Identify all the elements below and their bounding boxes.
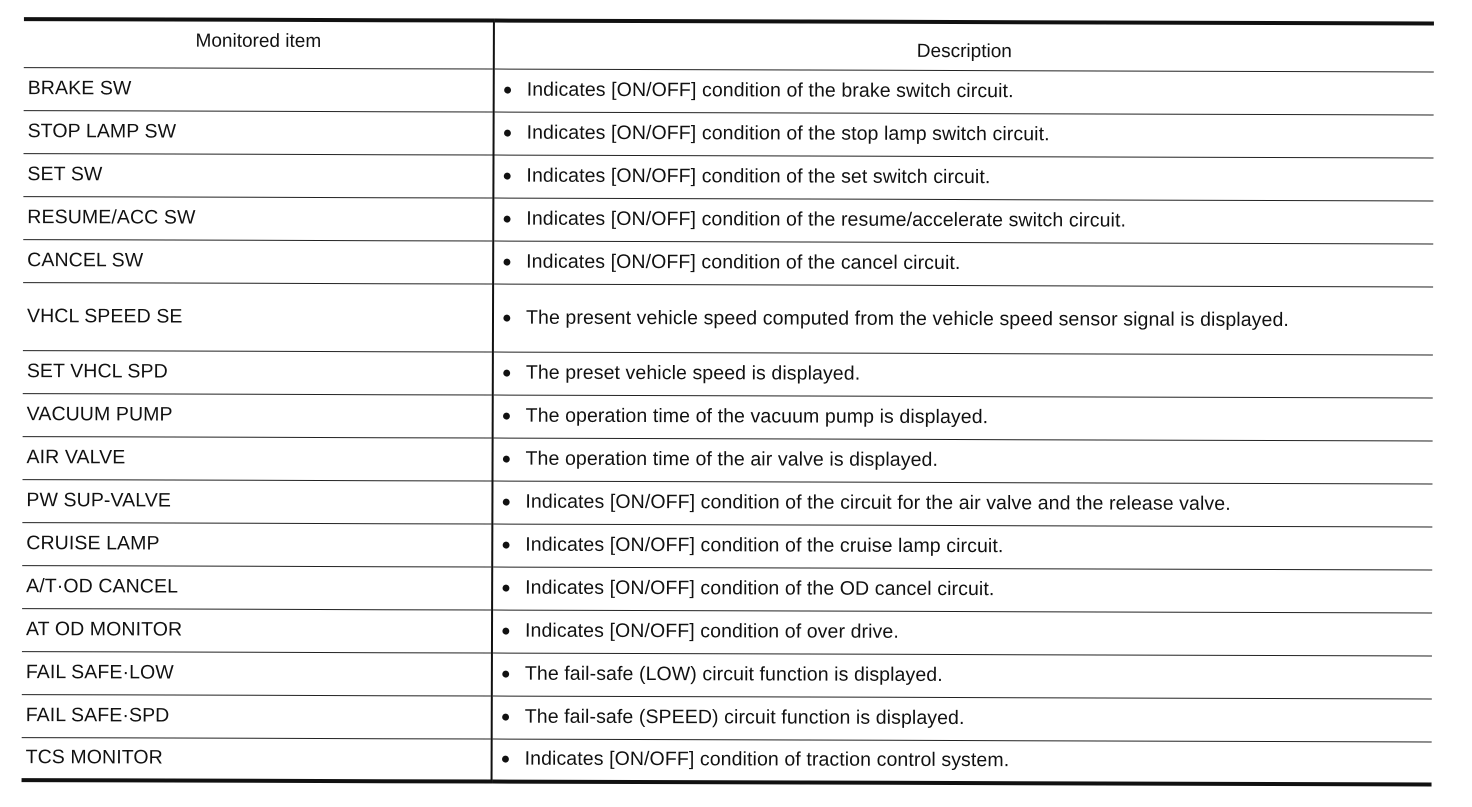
description-text: The preset vehicle speed is displayed. <box>525 361 861 385</box>
monitored-item-cell: FAIL SAFE·LOW <box>22 651 492 695</box>
table-row <box>22 522 1432 569</box>
monitored-item-cell: CANCEL SW <box>23 239 493 283</box>
description-text: Indicates [ON/OFF] condition of the stop lamp switch circuit. <box>526 121 1050 146</box>
monitored-item-cell: RESUME/ACC SW <box>23 196 493 240</box>
description-text: The present vehicle speed computed from the vehicle speed sensor signal is displayed. <box>525 306 1289 331</box>
description-text: Indicates [ON/OFF] condition of traction control system. <box>524 747 1010 772</box>
bullet-icon: ● <box>501 364 512 382</box>
table-row <box>22 651 1432 698</box>
table-row <box>24 67 1434 114</box>
table-row <box>22 565 1432 612</box>
bullet-icon: ● <box>500 750 511 768</box>
monitored-item-cell: BRAKE SW <box>24 67 494 111</box>
table-row <box>23 239 1433 286</box>
monitored-item-cell: PW SUP-VALVE <box>22 479 492 523</box>
monitored-item-cell: A/T·OD CANCEL <box>22 565 492 609</box>
description-text: The operation time of the air valve is displayed. <box>525 447 939 471</box>
table-row <box>22 694 1432 741</box>
monitored-item-cell: TCS MONITOR <box>22 737 492 781</box>
table-row <box>23 393 1433 440</box>
table-row <box>22 479 1432 526</box>
bullet-icon: ● <box>501 309 512 327</box>
bullet-icon: ● <box>501 407 512 425</box>
table-row <box>23 282 1433 354</box>
description-text: Indicates [ON/OFF] condition of the OD cancel circuit. <box>525 576 995 601</box>
table-row <box>23 196 1433 243</box>
description-cell <box>494 112 1434 158</box>
bullet-icon: ● <box>502 167 513 185</box>
description-cell <box>493 155 1433 201</box>
table-row <box>23 350 1433 397</box>
monitored-item-cell: FAIL SAFE·SPD <box>22 694 492 738</box>
monitored-item-cell: VHCL SPEED SE <box>23 282 493 351</box>
monitored-item-cell: CRUISE LAMP <box>22 522 492 566</box>
description-cell <box>492 653 1432 699</box>
monitored-item-cell: VACUUM PUMP <box>23 393 493 437</box>
description-text: The fail-safe (SPEED) circuit function is displayed. <box>524 705 965 730</box>
description-text: The operation time of the vacuum pump is displayed. <box>525 404 989 429</box>
description-cell <box>493 241 1433 287</box>
header-row <box>24 19 1434 71</box>
monitored-item-cell: AIR VALVE <box>22 436 492 480</box>
bullet-icon: ● <box>502 124 513 142</box>
description-text: Indicates [ON/OFF] condition of over drive. <box>524 619 899 643</box>
bullet-icon: ● <box>502 81 513 99</box>
table-header <box>24 19 1434 71</box>
bullet-icon: ● <box>502 210 513 228</box>
description-header: Description <box>494 21 1434 72</box>
description-text: Indicates [ON/OFF] condition of the circuit for the air valve and the release valve. <box>525 490 1231 515</box>
description-cell <box>492 481 1432 527</box>
bullet-icon: ● <box>501 493 512 511</box>
bullet-icon: ● <box>500 708 511 726</box>
table-row <box>22 737 1432 784</box>
description-text: Indicates [ON/OFF] condition of the set switch circuit. <box>526 164 991 189</box>
description-text: Indicates [ON/OFF] condition of the cruise lamp circuit. <box>525 533 1004 558</box>
bullet-icon: ● <box>501 536 512 554</box>
description-cell <box>492 438 1432 484</box>
monitored-items-table <box>22 17 1434 786</box>
monitored-item-cell: AT OD MONITOR <box>22 608 492 652</box>
description-cell <box>493 352 1433 398</box>
description-cell <box>492 524 1432 570</box>
description-text: Indicates [ON/OFF] condition of the resume/accelerate switch circuit. <box>526 207 1127 232</box>
bullet-icon: ● <box>502 253 512 271</box>
description-cell <box>492 696 1432 742</box>
description-cell <box>492 610 1432 656</box>
description-cell <box>494 69 1434 115</box>
bullet-icon: ● <box>500 622 511 640</box>
monitored-item-cell: STOP LAMP SW <box>24 110 494 154</box>
table-row <box>24 110 1434 157</box>
bullet-icon: ● <box>501 579 511 597</box>
description-text: The fail-safe (LOW) circuit function is displayed. <box>524 662 943 686</box>
table-row <box>23 153 1433 200</box>
description-text: Indicates [ON/OFF] condition of the cancel circuit. <box>526 250 961 275</box>
bullet-icon: ● <box>501 450 512 468</box>
monitored-item-header: Monitored item <box>24 19 494 68</box>
table-body <box>22 67 1434 784</box>
table-row <box>22 608 1432 655</box>
description-cell <box>492 739 1432 785</box>
description-cell <box>493 284 1433 355</box>
description-text: Indicates [ON/OFF] condition of the brake switch circuit. <box>526 78 1014 103</box>
bullet-icon: ● <box>500 665 511 683</box>
monitored-item-cell: SET SW <box>23 153 493 197</box>
table-row <box>22 436 1432 483</box>
description-cell <box>493 395 1433 441</box>
description-cell <box>493 198 1433 244</box>
description-cell <box>492 567 1432 613</box>
monitored-item-cell: SET VHCL SPD <box>23 350 493 394</box>
